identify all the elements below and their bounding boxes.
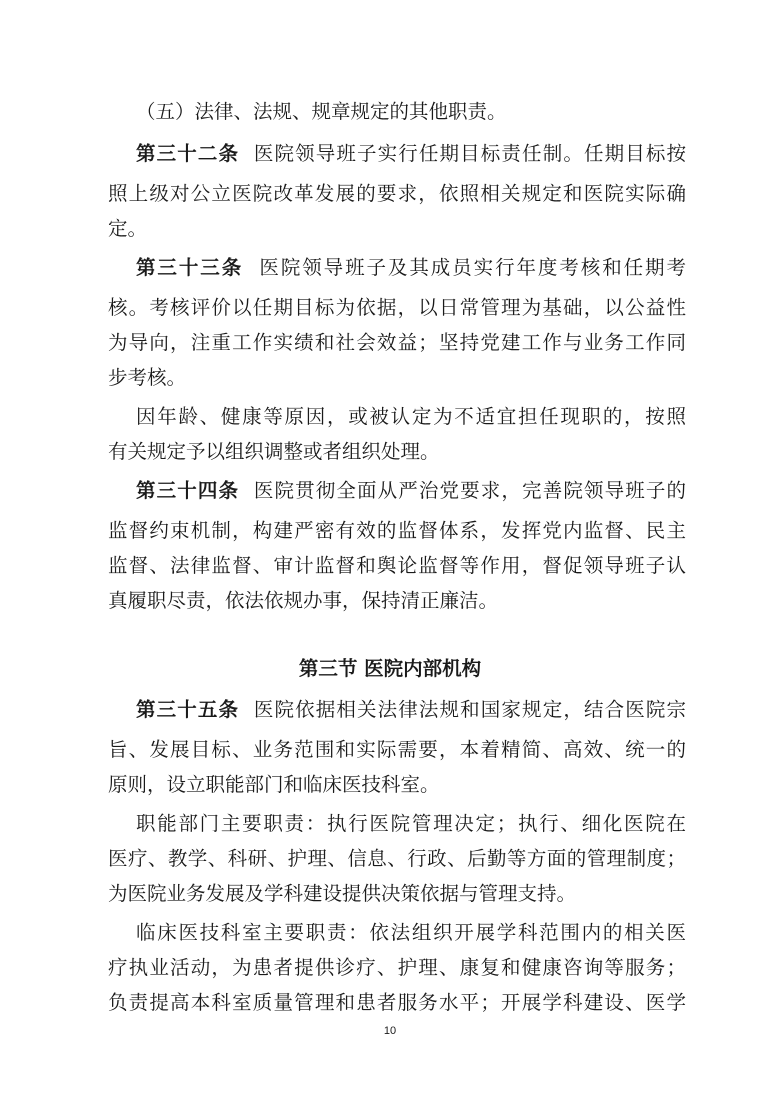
paragraph-line: （五）法律、法规、规章规定的其他职责。 [136, 100, 507, 123]
paragraph-line: 真履职尽责，依法依规办事，保持清正廉洁。 [108, 589, 499, 612]
paragraph-line: 照上级对公立医院改革发展的要求，依照相关规定和医院实际确 [108, 182, 686, 205]
paragraph-line: 临床医技科室主要职责：依法组织开展学科范围内的相关医 [136, 921, 686, 944]
paragraph-line: 旨、发展目标、业务范围和实际需要，本着精简、高效、统一的 [108, 738, 686, 761]
article-34-number: 第三十四条 [136, 479, 240, 502]
paragraph-line: 原则，设立职能部门和临床医技科室。 [108, 773, 440, 796]
paragraph-line: 监督、法律监督、审计监督和舆论监督等作用，督促领导班子认 [108, 554, 686, 577]
article-34-line [136, 474, 686, 508]
paragraph-line: 有关规定予以组织调整或者组织处理。 [108, 440, 440, 463]
section-heading: 第三节 医院内部机构 [298, 657, 482, 680]
paragraph-line: 监督约束机制，构建严密有效的监督体系，发挥党内监督、民主 [108, 519, 686, 542]
article-33-number: 第三十三条 [136, 256, 244, 279]
article-34-text: 医院贯彻全面从严治党要求，完善院领导班子的 [253, 479, 686, 502]
article-35-line [136, 693, 686, 727]
paragraph-line: 为医院业务发展及学科建设提供决策依据与管理支持。 [108, 882, 577, 905]
article-33-line [136, 251, 686, 285]
paragraph-line: 职能部门主要职责：执行医院管理决定；执行、细化医院在 [136, 812, 686, 835]
page-number: 10 [383, 1025, 397, 1037]
paragraph-line: 负责提高本科室质量管理和患者服务水平；开展学科建设、医学 [108, 991, 686, 1014]
paragraph-line: 为导向，注重工作实绩和社会效益；坚持党建工作与业务工作同 [108, 331, 686, 354]
article-32-line [136, 137, 686, 171]
paragraph-line: 因年龄、健康等原因，或被认定为不适宜担任现职的，按照 [136, 405, 686, 428]
paragraph-line: 核。考核评价以任期目标为依据，以日常管理为基础，以公益性 [108, 296, 686, 319]
article-33-text: 医院领导班子及其成员实行年度考核和任期考 [259, 256, 686, 279]
paragraph-line: 步考核。 [108, 366, 187, 389]
article-32-text: 医院领导班子实行任期目标责任制。任期目标按 [253, 142, 686, 165]
paragraph-line: 定。 [108, 217, 148, 240]
paragraph-line: 医疗、教学、科研、护理、信息、行政、后勤等方面的管理制度； [108, 847, 686, 870]
paragraph-line: 疗执业活动，为患者提供诊疗、护理、康复和健康咨询等服务； [108, 956, 686, 979]
article-35-number: 第三十五条 [136, 698, 240, 721]
article-32-number: 第三十二条 [136, 142, 240, 165]
article-35-text: 医院依据相关法律法规和国家规定，结合医院宗 [253, 698, 686, 721]
